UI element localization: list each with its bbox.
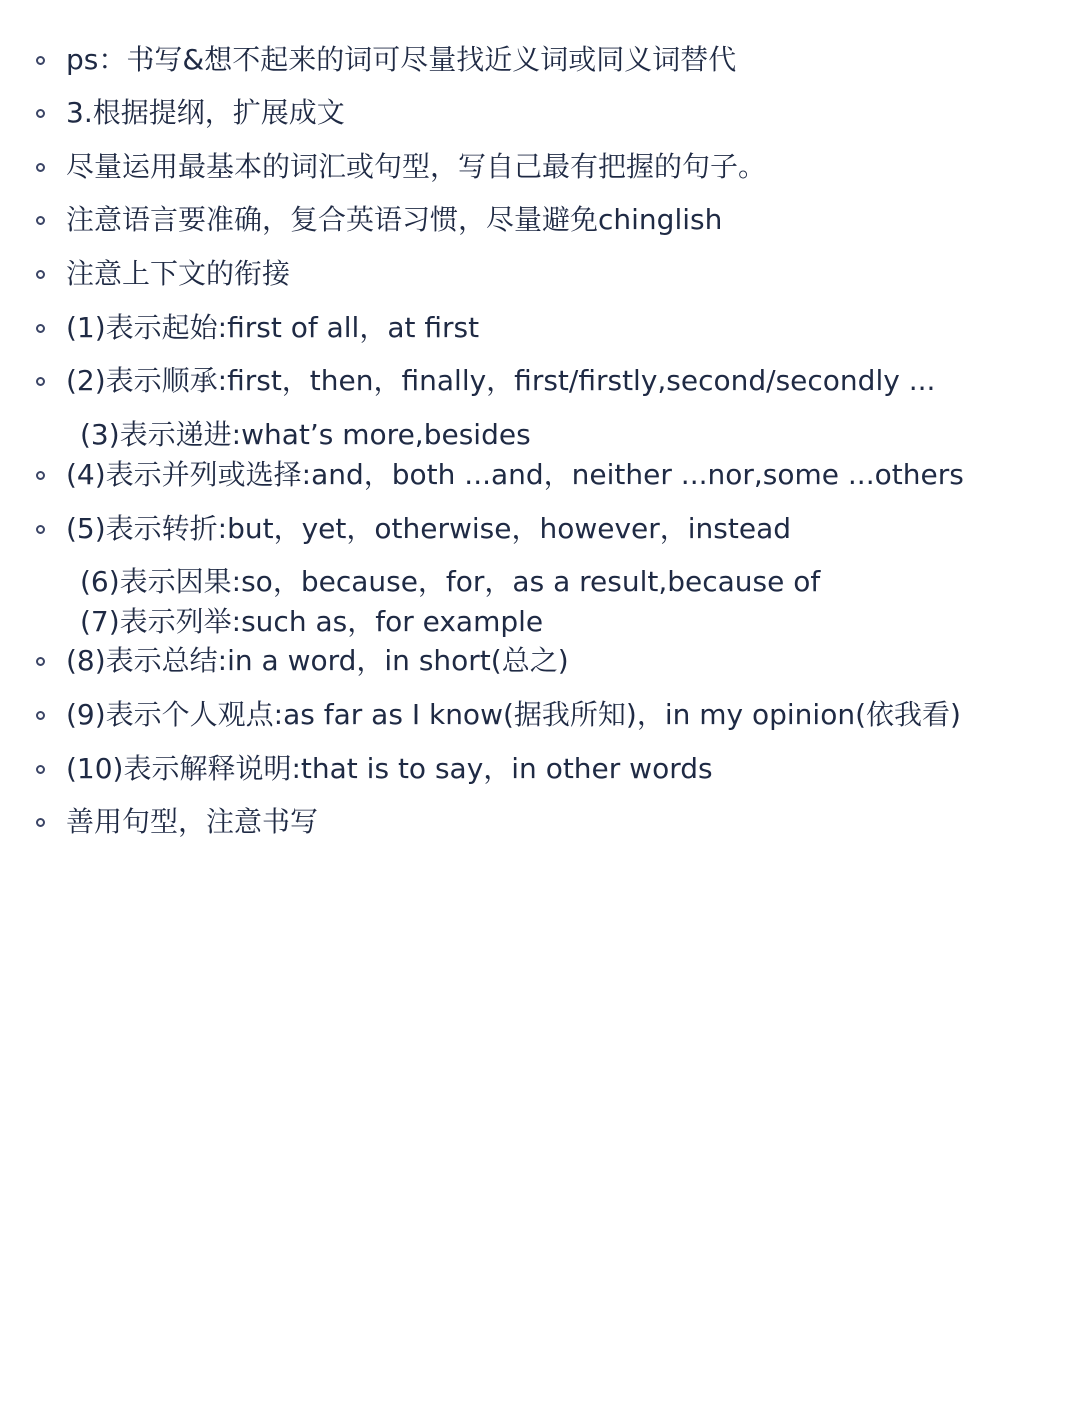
- list-item: (5)表示转折:but，yet，otherwise，however，instead: [66, 512, 792, 545]
- list-item: (8)表示总结:in a word，in short(总之): [66, 644, 569, 677]
- list-item: (1)表示起始:first of all，at first: [66, 311, 480, 344]
- bullet-icon: [36, 471, 45, 480]
- bullet-icon: [36, 109, 45, 118]
- bullet-icon: [36, 818, 45, 827]
- list-item: 尽量运用最基本的词汇或句型，写自己最有把握的句子。: [66, 150, 767, 183]
- list-item: 善用句型，注意书写: [66, 805, 319, 838]
- list-item: (10)表示解释说明:that is to say，in other words: [66, 752, 713, 785]
- bullet-icon: [36, 56, 45, 65]
- list-item: 注意语言要准确，复合英语习惯，尽量避免chinglish: [66, 203, 723, 236]
- bullet-icon: [36, 216, 45, 225]
- bullet-icon: [36, 765, 45, 774]
- list-item: (4)表示并列或选择:and，both ...and，neither ...nor,some ...others: [66, 458, 964, 491]
- bullet-icon: [36, 377, 45, 386]
- list-item: 3.根据提纲，扩展成文: [66, 96, 345, 129]
- bullet-icon: [36, 324, 45, 333]
- list-item-continuation: (3)表示递进:what’s more,besides: [80, 418, 531, 451]
- bullet-icon: [36, 270, 45, 279]
- bullet-icon: [36, 525, 45, 534]
- list-item: 注意上下文的衔接: [66, 257, 291, 290]
- bullet-icon: [36, 657, 45, 666]
- list-item: (9)表示个人观点:as far as I know(据我所知)，in my opinion(依我看): [66, 698, 961, 731]
- list-item-continuation: (7)表示列举:such as，for example: [80, 605, 544, 638]
- list-item: ps：书写&想不起来的词可尽量找近义词或同义词替代: [66, 43, 737, 76]
- list-item: (2)表示顺承:first，then，finally，first/firstly,second/secondly ...: [66, 364, 936, 397]
- bullet-icon: [36, 711, 45, 720]
- bullet-icon: [36, 163, 45, 172]
- list-item-continuation: (6)表示因果:so，because，for，as a result,because of: [80, 565, 821, 598]
